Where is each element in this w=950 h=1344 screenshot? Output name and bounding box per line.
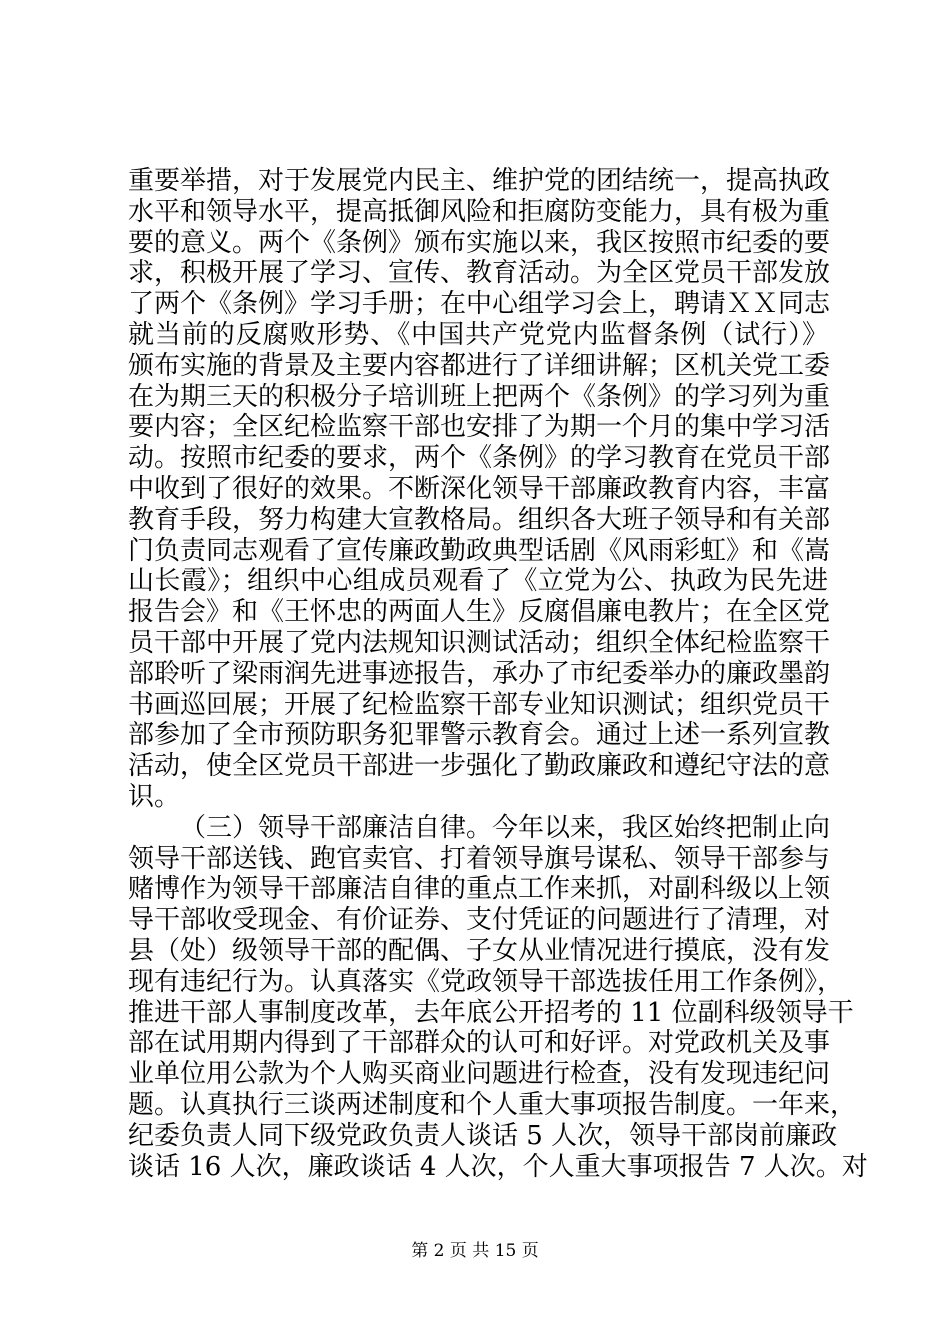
text-line: 教育手段，努力构建大宣教格局。组织各大班子领导和有关部 (128, 504, 831, 535)
text-line: 部参加了全市预防职务犯罪警示教育会。通过上述一系列宣教 (128, 720, 831, 751)
text-line: 纪委负责人同下级党政负责人谈话 5 人次，领导干部岗前廉政 (128, 1120, 838, 1151)
text-line: 要的意义。两个《条例》颁布实施以来，我区按照市纪委的要 (128, 227, 831, 258)
page-number-footer: 第 2 页 共 15 页 (411, 1241, 539, 1261)
text-line: 了两个《条例》学习手册；在中心组学习会上，聘请ＸＸ同志 (128, 289, 831, 320)
text-line: 谈话 16 人次，廉政谈话 4 人次，个人重大事项报告 7 人次。对 (128, 1151, 868, 1182)
text-line: 活动，使全区党员干部进一步强化了勤政廉政和遵纪守法的意 (128, 751, 831, 782)
section-heading-line: （三）领导干部廉洁自律。今年以来，我区始终把制止向 (180, 812, 831, 843)
text-line: 重要举措，对于发展党内民主、维护党的团结统一，提高执政 (128, 166, 831, 196)
text-line: 县（处）级领导干部的配偶、子女从业情况进行摸底，没有发 (128, 935, 831, 966)
text-line: 颁布实施的背景及主要内容都进行了详细讲解；区机关党工委 (128, 350, 831, 381)
text-line: 导干部收受现金、有价证券、支付凭证的问题进行了清理，对 (128, 905, 831, 936)
text-line: 部在试用期内得到了干部群众的认可和好评。对党政机关及事 (128, 1028, 831, 1059)
text-line: 报告会》和《王怀忠的两面人生》反腐倡廉电教片；在全区党 (128, 597, 831, 628)
text-line: 题。认真执行三谈两述制度和个人重大事项报告制度。一年来， (128, 1089, 857, 1120)
text-line: 现有违纪行为。认真落实《党政领导干部选拔任用工作条例》， (128, 966, 844, 997)
body-text (128, 166, 868, 1182)
text-line: 山长霞》；组织中心组成员观看了《立党为公、执政为民先进 (128, 566, 828, 597)
text-line: 部聆听了梁雨润先进事迹报告，承办了市纪委举办的廉政墨韵 (128, 658, 831, 689)
text-line: 水平和领导水平，提高抵御风险和拒腐防变能力，具有极为重 (128, 196, 831, 227)
text-line: 求，积极开展了学习、宣传、教育活动。为全区党员干部发放 (128, 258, 831, 289)
text-line: 赌博作为领导干部廉洁自律的重点工作来抓，对副科级以上领 (128, 874, 831, 905)
text-line: 就当前的反腐败形势、《中国共产党党内监督条例（试行）》 (128, 319, 828, 350)
text-line: 领导干部送钱、跑官卖官、打着领导旗号谋私、领导干部参与 (128, 843, 831, 874)
text-line: 识。 (128, 781, 181, 812)
text-line: 书画巡回展；开展了纪检监察干部专业知识测试；组织党员干 (128, 689, 831, 720)
text-line: 门负责同志观看了宣传廉政勤政典型话剧《风雨彩虹》和《嵩 (128, 535, 831, 566)
text-line: 要内容；全区纪检监察干部也安排了为期一个月的集中学习活 (128, 412, 831, 443)
text-line: 员干部中开展了党内法规知识测试活动；组织全体纪检监察干 (128, 627, 831, 658)
text-line: 在为期三天的积极分子培训班上把两个《条例》的学习列为重 (128, 381, 831, 412)
text-line: 业单位用公款为个人购买商业问题进行检查，没有发现违纪问 (128, 1059, 831, 1090)
text-line: 动。按照市纪委的要求，两个《条例》的学习教育在党员干部 (128, 443, 831, 474)
text-line: 中收到了很好的效果。不断深化领导干部廉政教育内容，丰富 (128, 473, 831, 504)
text-line: 推进干部人事制度改革，去年底公开招考的 11 位副科级领导干 (128, 997, 854, 1028)
